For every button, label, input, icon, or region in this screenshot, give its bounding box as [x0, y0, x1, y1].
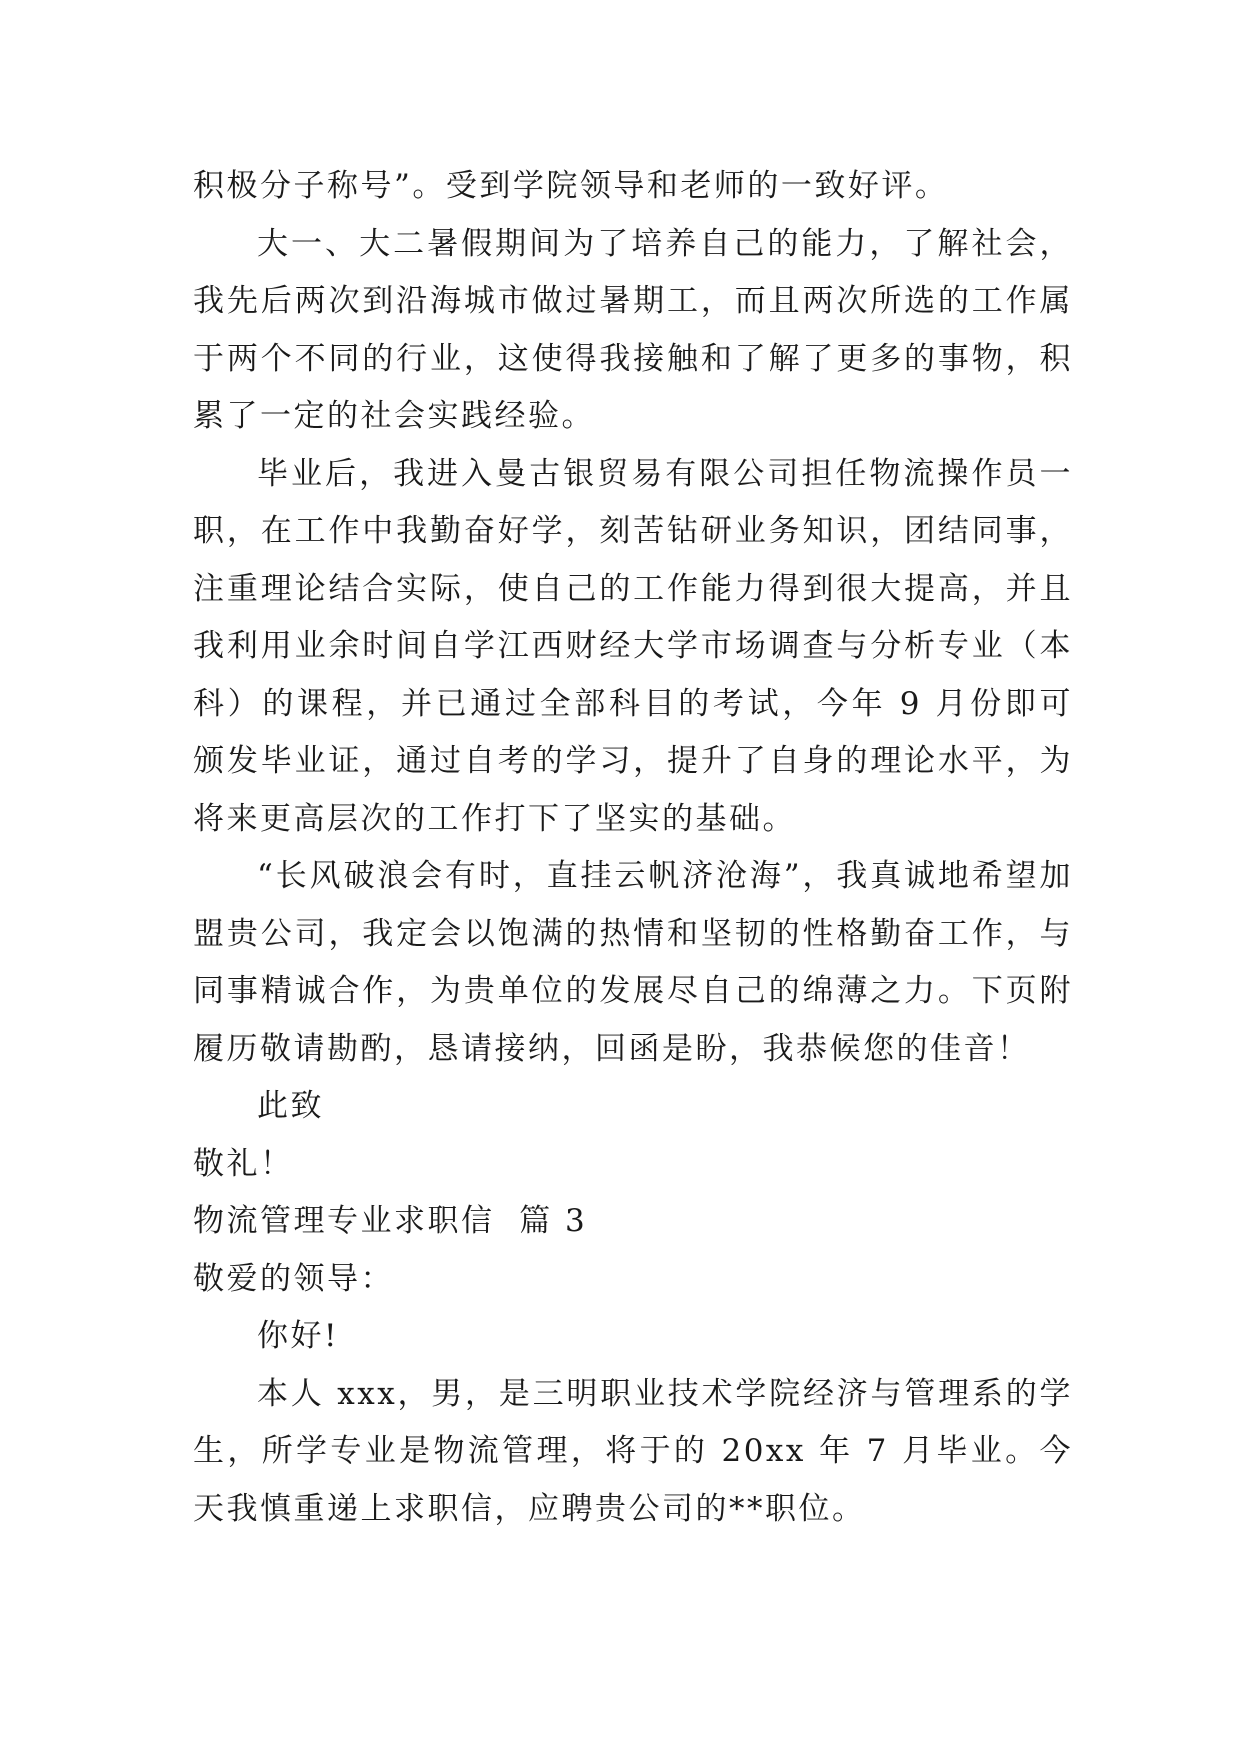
continuation-line: 积极分子称号”。受到学院领导和老师的一致好评。 [193, 168, 949, 204]
section-title: 物流管理专业求职信 篇 3 [193, 1203, 588, 1239]
letter-body [193, 158, 1073, 1538]
salutation: 敬爱的领导： [193, 1260, 394, 1297]
paragraph-self-introduction: 本人 xxx，男，是三明职业技术学院经济与管理系的学生，所学专业是物流管理，将于的 20xx 年 7 月毕业。今天我慎重递上求职信，应聘贵公司的**职位。 [193, 1375, 1073, 1527]
paragraph-closing-wish: “长风破浪会有时，直挂云帆济沧海”，我真诚地希望加盟贵公司，我定会以饱满的热情和坚韧的性格勤奋工作，与同事精诚合作，为贵单位的发展尽自己的绵薄之力。下页附履历敬请勘酌，恳请接纳，回函是盼，我恭候您的佳音！ [193, 858, 1073, 1067]
greeting: 你好! [257, 1318, 339, 1354]
paragraph-work-experience: 毕业后，我进入曼古银贸易有限公司担任物流操作员一职，在工作中我勤奋好学，刻苦钻研业务知识，团结同事，注重理论结合实际，使自己的工作能力得到很大提高，并且我利用业余时间自学江西财经大学市场调查与分析专业（本科）的课程，并已通过全部科目的考试，今年 9 月份即可颁发毕业证，通过自考的学习，提升了自身的理论水平，为将来更高层次的工作打下了坚实的基础。 [193, 455, 1073, 837]
paragraph-summer-work: 大一、大二暑假期间为了培养自己的能力，了解社会，我先后两次到沿海城市做过暑期工，而且两次所选的工作属于两个不同的行业，这使得我接触和了解了更多的事物，积累了一定的社会实践经验。 [193, 225, 1073, 434]
closing-ci-zhi: 此致 [257, 1088, 324, 1124]
closing-jing-li: 敬礼！ [193, 1145, 294, 1182]
